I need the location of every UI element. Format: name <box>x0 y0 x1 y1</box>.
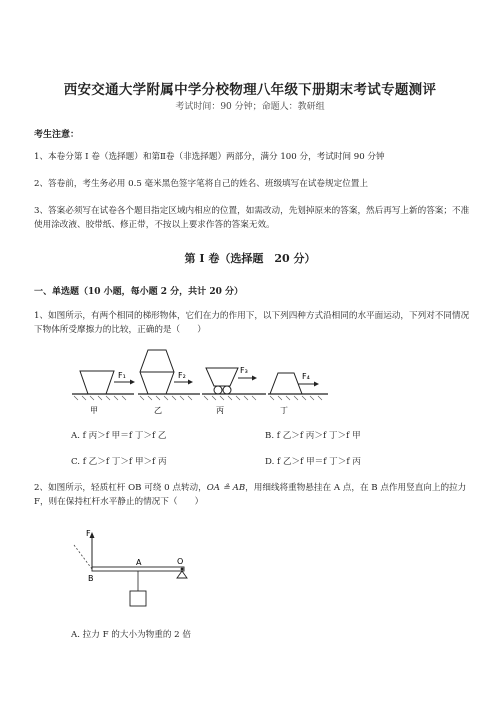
question-1-option-c[interactable]: C. f 乙＞f 丁＞f 甲＞f 丙 <box>71 457 167 467</box>
force-label-f2: F₂ <box>178 371 186 380</box>
question-2-stem <box>34 481 470 509</box>
force-label-f1: F₁ <box>118 371 126 380</box>
question-2-option-a[interactable]: A. 拉力 F 的大小为物重的 2 倍 <box>71 630 191 640</box>
force-label-f3: F₃ <box>240 366 248 375</box>
label-jia: 甲 <box>90 406 98 415</box>
figure-ding <box>268 372 328 415</box>
question-2-stem-after: ，用细线将重物悬挂在 A 点，在 B 点作用竖直向上的拉力 F，则在保持杠杆水平静止的情况下（ ） <box>34 483 467 507</box>
notice-heading: 考生注意： <box>34 130 80 140</box>
lever-label-a: A <box>136 558 142 567</box>
question-2-stem-before: 2、如图所示，轻质杠杆 OB 可绕 0 点转动， <box>34 483 207 493</box>
figure-jia <box>72 371 135 415</box>
question-1-stem: 1、如图所示，有两个相同的梯形物体，它们在力的作用下，以下列四种方式沿相同的水平面运动，下列对不同情况下物体所受摩擦力的比较，正确的是（ ） <box>34 311 470 335</box>
question-1-option-d[interactable]: D. f 乙＞f 甲＝f 丁＞f 丙 <box>265 457 361 467</box>
figure-bing <box>202 366 266 415</box>
lever-label-f: F <box>86 529 91 538</box>
section-heading: 一、单选题（10 小题，每小题 2 分，共计 20 分） <box>34 287 243 297</box>
notice-item-3: 3、答案必须写在试卷各个题目指定区域内相应的位置，如需改动，先划掉原来的答案，然后再写上新的答案；不准使用涂改液、胶带纸、修正带，不按以上要求作答的答案无效。 <box>34 206 470 230</box>
exam-title: 西安交通大学附属中学分校物理八年级下册期末考试专题测评 <box>63 82 437 98</box>
question-1-option-a[interactable]: A. f 丙＞f 甲＝f 丁＞f 乙 <box>71 431 167 441</box>
notice-item-1: 1、本卷分第 I 卷（选择题）和第Ⅱ卷（非选择题）两部分，满分 100 分，考试时间 90 分钟 <box>34 152 385 162</box>
notice-item-2: 2、答卷前，考生务必用 0.5 毫米黑色签字笔将自己的姓名、班级填写在试卷规定位置上 <box>34 179 368 189</box>
exam-subtitle: 考试时间：90 分钟；命题人：教研组 <box>175 102 325 112</box>
question-1-figure <box>70 338 330 420</box>
lever-label-o: O <box>177 557 184 566</box>
label-yi: 乙 <box>154 406 162 415</box>
part-title: 第 I 卷（选择题 20 分） <box>184 252 316 265</box>
question-1-option-b[interactable]: B. f 乙＞f 丙＞f 丁＞f 甲 <box>265 431 361 441</box>
question-2-lever-figure <box>66 525 196 617</box>
force-label-f4: F₄ <box>302 372 310 381</box>
question-2-math: OA ≗ AB <box>206 483 246 493</box>
lever-label-b: B <box>88 574 94 583</box>
label-ding: 丁 <box>280 406 288 415</box>
figure-yi <box>138 350 200 415</box>
label-bing: 丙 <box>216 406 224 415</box>
